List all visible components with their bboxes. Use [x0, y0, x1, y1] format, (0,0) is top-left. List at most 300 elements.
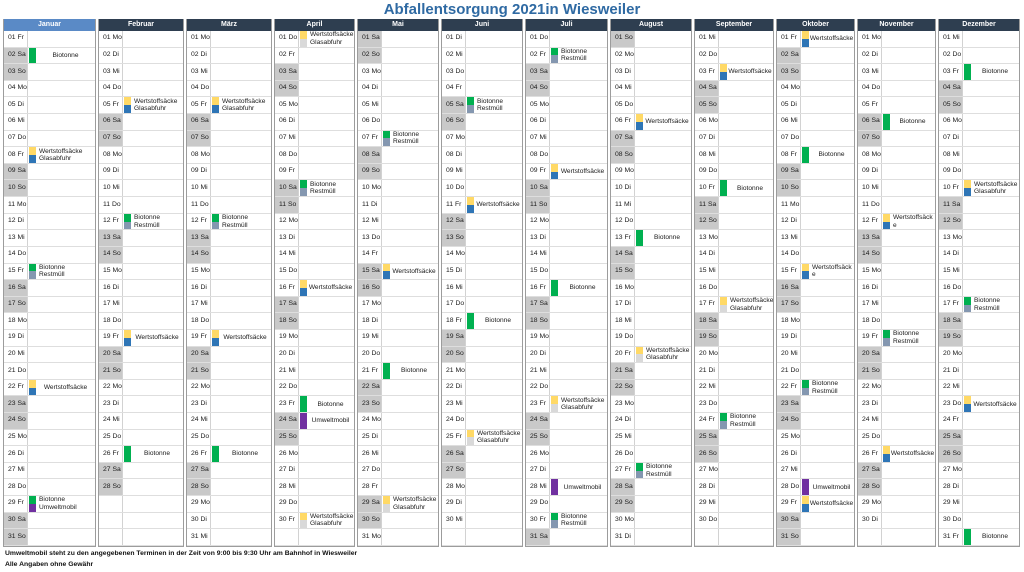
- day-label: 19 So: [939, 330, 963, 346]
- day-label: 25 Do: [99, 430, 123, 446]
- day-label: 07 Do: [4, 131, 28, 147]
- marker-segment: [467, 97, 474, 105]
- day-label: 16 Sa: [4, 280, 28, 296]
- day-row: [275, 164, 354, 181]
- day-row: [187, 197, 271, 214]
- day-label: 08 So: [611, 147, 635, 163]
- collection-line: Restmüll: [310, 188, 336, 196]
- day-row: [695, 264, 773, 281]
- day-row: [858, 264, 935, 281]
- collection-text: [558, 280, 607, 296]
- day-row: [358, 479, 438, 496]
- marker-segment: [964, 305, 971, 313]
- day-row: [939, 48, 1019, 65]
- marker-segment: [212, 330, 219, 338]
- collection-text: [36, 380, 95, 396]
- day-row: [4, 513, 95, 530]
- day-row: [4, 413, 95, 430]
- marker-segment: [551, 280, 558, 296]
- day-label: 05 Mo: [275, 97, 299, 113]
- waste-type-marker: [551, 513, 558, 529]
- marker-segment: [551, 172, 558, 180]
- day-row: [99, 214, 183, 231]
- day-label: 02 Fr: [526, 48, 550, 64]
- collection-line: Wertstoffsäcke: [39, 147, 83, 155]
- day-row: [358, 380, 438, 397]
- waste-type-marker: [551, 479, 558, 495]
- day-row: [777, 313, 854, 330]
- day-label: 17 So: [777, 297, 801, 313]
- waste-type-marker: [29, 48, 36, 64]
- collection-text: [219, 446, 271, 462]
- day-label: 06 Mo: [695, 114, 719, 130]
- day-label: 19 Mo: [275, 330, 299, 346]
- day-label: 17 Di: [611, 297, 635, 313]
- collection-text: [474, 97, 522, 113]
- day-label: 20 Mo: [695, 347, 719, 363]
- day-row: [4, 380, 95, 397]
- collection-line: Biotonne: [400, 367, 428, 375]
- collection-text: [390, 496, 438, 512]
- day-label: 05 Sa: [442, 97, 466, 113]
- day-label: 13 So: [442, 230, 466, 246]
- day-label: 20 Mo: [939, 347, 963, 363]
- day-label: 12 Mi: [358, 214, 382, 230]
- day-row: [611, 164, 691, 181]
- marker-segment: [720, 421, 727, 429]
- collection-text: [643, 230, 691, 246]
- waste-type-marker: [383, 496, 390, 512]
- day-label: 22 Do: [526, 380, 550, 396]
- waste-type-marker: [636, 114, 643, 130]
- day-row: [939, 214, 1019, 231]
- day-row: [526, 529, 607, 546]
- month-column: [3, 19, 96, 547]
- day-label: 21 Sa: [611, 363, 635, 379]
- day-row: [526, 180, 607, 197]
- day-label: 13 Fr: [611, 230, 635, 246]
- day-row: [275, 48, 354, 65]
- day-label: 14 Di: [695, 247, 719, 263]
- day-label: 15 Mo: [187, 264, 211, 280]
- waste-type-marker: [883, 114, 890, 130]
- day-row: [526, 131, 607, 148]
- day-row: [275, 496, 354, 513]
- day-label: 17 Mi: [187, 297, 211, 313]
- day-row: [611, 114, 691, 131]
- day-label: 30 So: [358, 513, 382, 529]
- day-row: [442, 413, 522, 430]
- collection-line: Biotonne: [222, 214, 249, 222]
- day-row: [611, 330, 691, 347]
- collection-line: Wertstoffsäcke: [645, 118, 689, 126]
- day-label: 21 Mi: [526, 363, 550, 379]
- collection-text: [971, 180, 1019, 196]
- day-row: [939, 380, 1019, 397]
- day-label: 02 Do: [695, 48, 719, 64]
- day-label: 25 Do: [858, 430, 882, 446]
- day-label: 25 Mo: [777, 430, 801, 446]
- day-label: 07 So: [187, 131, 211, 147]
- day-row: [99, 264, 183, 281]
- collection-line: Biotonne: [893, 330, 920, 338]
- day-label: 23 Sa: [4, 396, 28, 412]
- day-label: 23 Di: [858, 396, 882, 412]
- day-label: 18 Mo: [777, 313, 801, 329]
- day-label: 18 Mi: [611, 313, 635, 329]
- collection-line: Umweltmobil: [311, 417, 350, 425]
- day-label: 19 Mo: [526, 330, 550, 346]
- day-row: [275, 463, 354, 480]
- marker-segment: [802, 39, 809, 47]
- day-label: 05 Di: [4, 97, 28, 113]
- day-row: [187, 347, 271, 364]
- marker-segment: [212, 222, 219, 230]
- collection-text: [727, 297, 773, 313]
- day-row: [358, 81, 438, 98]
- day-label: 24 Mi: [187, 413, 211, 429]
- day-row: [526, 48, 607, 65]
- day-row: [777, 264, 854, 281]
- day-row: [4, 247, 95, 264]
- day-label: 15 Mo: [858, 264, 882, 280]
- waste-type-marker: [124, 330, 131, 346]
- day-label: 09 So: [358, 164, 382, 180]
- collection-line: Biotonne: [981, 68, 1009, 76]
- marker-segment: [802, 504, 809, 512]
- day-label: 25 Mi: [611, 430, 635, 446]
- collection-text: [643, 347, 691, 363]
- day-label: 11 Sa: [695, 197, 719, 213]
- day-label: 16 Mi: [442, 280, 466, 296]
- day-row: [275, 313, 354, 330]
- day-label: 14 Fr: [358, 247, 382, 263]
- collection-text: [131, 97, 183, 113]
- day-label: 06 So: [442, 114, 466, 130]
- day-row: [99, 280, 183, 297]
- collection-text: [131, 330, 183, 346]
- day-label: 12 Sa: [442, 214, 466, 230]
- day-row: [939, 97, 1019, 114]
- waste-type-marker: [212, 214, 219, 230]
- collection-line: e: [893, 221, 897, 229]
- collection-text: [474, 313, 522, 329]
- day-row: [939, 180, 1019, 197]
- day-row: [275, 297, 354, 314]
- marker-segment: [300, 513, 307, 521]
- month-header: Mai: [358, 19, 438, 31]
- day-label: 19 Di: [4, 330, 28, 346]
- day-row: [777, 131, 854, 148]
- day-row: [858, 164, 935, 181]
- marker-segment: [383, 504, 390, 512]
- day-row: [187, 214, 271, 231]
- day-row: [611, 97, 691, 114]
- day-row: [939, 64, 1019, 81]
- day-label: 06 Fr: [611, 114, 635, 130]
- day-row: [99, 81, 183, 98]
- collection-text: [558, 48, 607, 64]
- waste-type-marker: [551, 164, 558, 180]
- day-label: 30 Do: [939, 513, 963, 529]
- day-label: 14 Mi: [526, 247, 550, 263]
- day-row: [99, 230, 183, 247]
- collection-line: Glasabfuhr: [39, 155, 72, 163]
- page-title: Abfallentsorgung 2021in Wiesweiler: [383, 1, 641, 18]
- marker-segment: [383, 264, 390, 272]
- day-label: 30 Sa: [777, 513, 801, 529]
- collection-line: Biotonne: [484, 317, 512, 325]
- day-row: [99, 430, 183, 447]
- day-row: [858, 496, 935, 513]
- waste-type-marker: [720, 297, 727, 313]
- day-label: 23 Fr: [526, 396, 550, 412]
- day-label: 22 Mo: [858, 380, 882, 396]
- collection-line: Umweltmobil: [39, 503, 77, 511]
- waste-type-marker: [212, 97, 219, 113]
- day-row: [526, 81, 607, 98]
- day-label: 22 Do: [275, 380, 299, 396]
- month-column: [857, 19, 936, 547]
- waste-type-marker: [300, 280, 307, 296]
- marker-segment: [802, 31, 809, 39]
- waste-type-marker: [964, 396, 971, 412]
- collection-line: Wertstoffsäck: [893, 214, 933, 222]
- marker-segment: [124, 338, 131, 346]
- day-row: [695, 97, 773, 114]
- day-label: 26 Mo: [275, 446, 299, 462]
- day-row: [611, 280, 691, 297]
- day-row: [526, 479, 607, 496]
- day-label: 08 Mi: [939, 147, 963, 163]
- collection-line: Umweltmobil: [563, 483, 602, 491]
- waste-type-marker: [29, 380, 36, 396]
- month-column: [610, 19, 692, 547]
- day-row: [858, 31, 935, 48]
- day-row: [275, 180, 354, 197]
- day-row: [4, 430, 95, 447]
- day-label: 23 Mo: [611, 396, 635, 412]
- day-label: 29 Do: [526, 496, 550, 512]
- day-row: [858, 446, 935, 463]
- day-label: 24 Fr: [695, 413, 719, 429]
- collection-line: Glasabfuhr: [730, 304, 763, 312]
- day-row: [187, 529, 271, 546]
- marker-segment: [300, 188, 307, 196]
- month-column: [938, 19, 1020, 547]
- day-row: [858, 64, 935, 81]
- day-row: [4, 131, 95, 148]
- waste-type-marker: [467, 97, 474, 113]
- day-label: 31 Di: [611, 529, 635, 545]
- day-label: 28 Do: [777, 479, 801, 495]
- day-row: [358, 264, 438, 281]
- day-row: [4, 147, 95, 164]
- day-label: 12 Mo: [275, 214, 299, 230]
- day-label: 10 Mi: [187, 180, 211, 196]
- day-row: [611, 297, 691, 314]
- collection-text: [727, 413, 773, 429]
- marker-segment: [467, 105, 474, 113]
- day-row: [275, 413, 354, 430]
- day-row: [275, 230, 354, 247]
- day-label: 04 Do: [187, 81, 211, 97]
- day-row: [275, 330, 354, 347]
- month-header: Oktober: [777, 19, 854, 31]
- day-label: 08 Mo: [187, 147, 211, 163]
- waste-type-marker: [383, 131, 390, 147]
- day-label: 23 Fr: [275, 396, 299, 412]
- day-label: 28 So: [187, 479, 211, 495]
- day-label: 03 Fr: [695, 64, 719, 80]
- day-label: 08 Mo: [858, 147, 882, 163]
- day-row: [526, 430, 607, 447]
- day-label: 28 Do: [4, 479, 28, 495]
- day-row: [4, 114, 95, 131]
- day-row: [4, 313, 95, 330]
- day-label: 01 Do: [275, 31, 299, 47]
- day-label: 02 Mo: [611, 48, 635, 64]
- month-header: Januar: [4, 19, 95, 31]
- day-row: [939, 396, 1019, 413]
- day-label: 07 Sa: [611, 131, 635, 147]
- day-row: [275, 513, 354, 530]
- day-row: [939, 363, 1019, 380]
- day-row: [858, 479, 935, 496]
- marker-segment: [551, 404, 558, 412]
- collection-line: Restmüll: [730, 420, 756, 428]
- day-label: 22 Di: [442, 380, 466, 396]
- day-row: [858, 280, 935, 297]
- marker-segment: [720, 72, 727, 80]
- day-row: [611, 380, 691, 397]
- marker-segment: [467, 205, 474, 213]
- collection-line: Glasabfuhr: [477, 437, 510, 445]
- marker-segment: [300, 31, 307, 39]
- marker-segment: [124, 446, 131, 462]
- day-row: [526, 64, 607, 81]
- day-label: 10 Mi: [99, 180, 123, 196]
- day-label: 10 So: [4, 180, 28, 196]
- marker-segment: [636, 463, 643, 471]
- marker-segment: [383, 138, 390, 146]
- day-label: 18 Do: [858, 313, 882, 329]
- day-label: 08 Fr: [4, 147, 28, 163]
- waste-type-marker: [300, 180, 307, 196]
- day-label: 25 Do: [187, 430, 211, 446]
- collection-line: Restmüll: [222, 221, 248, 229]
- day-row: [777, 214, 854, 231]
- day-label: 06 Mi: [4, 114, 28, 130]
- collection-line: Restmüll: [561, 520, 587, 528]
- day-row: [275, 264, 354, 281]
- collection-line: Biotonne: [569, 284, 596, 292]
- collection-line: Glasabfuhr: [310, 520, 343, 528]
- day-label: 01 Do: [526, 31, 550, 47]
- marker-segment: [124, 105, 131, 113]
- waste-type-marker: [467, 313, 474, 329]
- day-label: 28 Mi: [275, 479, 299, 495]
- day-row: [358, 347, 438, 364]
- marker-segment: [964, 529, 971, 545]
- day-label: 09 Sa: [777, 164, 801, 180]
- marker-segment: [551, 513, 558, 521]
- day-row: [99, 396, 183, 413]
- day-label: 09 Di: [858, 164, 882, 180]
- day-row: [611, 81, 691, 98]
- day-row: [99, 147, 183, 164]
- day-row: [526, 214, 607, 231]
- day-label: 19 Fr: [99, 330, 123, 346]
- day-row: [858, 197, 935, 214]
- day-row: [358, 230, 438, 247]
- day-row: [611, 147, 691, 164]
- day-row: [358, 214, 438, 231]
- waste-type-marker: [29, 147, 36, 163]
- day-label: 06 Sa: [99, 114, 123, 130]
- marker-segment: [383, 363, 390, 379]
- day-row: [99, 297, 183, 314]
- day-label: 20 So: [442, 347, 466, 363]
- day-label: 10 Mi: [858, 180, 882, 196]
- day-label: 12 Fr: [187, 214, 211, 230]
- day-label: 04 Mo: [777, 81, 801, 97]
- marker-segment: [124, 97, 131, 105]
- day-row: [939, 197, 1019, 214]
- day-row: [442, 330, 522, 347]
- day-label: 26 So: [939, 446, 963, 462]
- marker-segment: [29, 147, 36, 155]
- collection-line: Biotonne: [310, 180, 337, 188]
- day-label: 02 Di: [99, 48, 123, 64]
- collection-line: Biotonne: [646, 463, 673, 471]
- day-row: [275, 131, 354, 148]
- day-label: 24 Mo: [358, 413, 382, 429]
- day-row: [442, 513, 522, 530]
- day-label: 10 Fr: [939, 180, 963, 196]
- day-label: 27 Sa: [187, 463, 211, 479]
- collection-line: Biotonne: [899, 118, 926, 126]
- day-row: [695, 363, 773, 380]
- day-row: [526, 97, 607, 114]
- day-row: [442, 48, 522, 65]
- empty-row: [695, 529, 773, 546]
- collection-line: Wertstoffsäcke: [809, 500, 854, 508]
- marker-segment: [883, 214, 890, 222]
- day-row: [358, 413, 438, 430]
- day-label: 29 Mo: [858, 496, 882, 512]
- day-label: 04 Mo: [4, 81, 28, 97]
- day-label: 12 Di: [4, 214, 28, 230]
- day-label: 26 Fr: [187, 446, 211, 462]
- day-row: [187, 147, 271, 164]
- day-label: 25 So: [526, 430, 550, 446]
- day-row: [611, 180, 691, 197]
- marker-segment: [212, 446, 219, 462]
- day-label: 13 Do: [358, 230, 382, 246]
- marker-segment: [720, 180, 727, 196]
- collection-line: Wertstoffsäcke: [730, 297, 773, 305]
- day-row: [275, 214, 354, 231]
- month-header: Dezember: [939, 19, 1019, 31]
- day-label: 27 Di: [526, 463, 550, 479]
- day-label: 08 Do: [275, 147, 299, 163]
- day-label: 02 Di: [858, 48, 882, 64]
- day-row: [358, 147, 438, 164]
- day-row: [777, 529, 854, 546]
- marker-segment: [802, 388, 809, 396]
- day-label: 12 So: [695, 214, 719, 230]
